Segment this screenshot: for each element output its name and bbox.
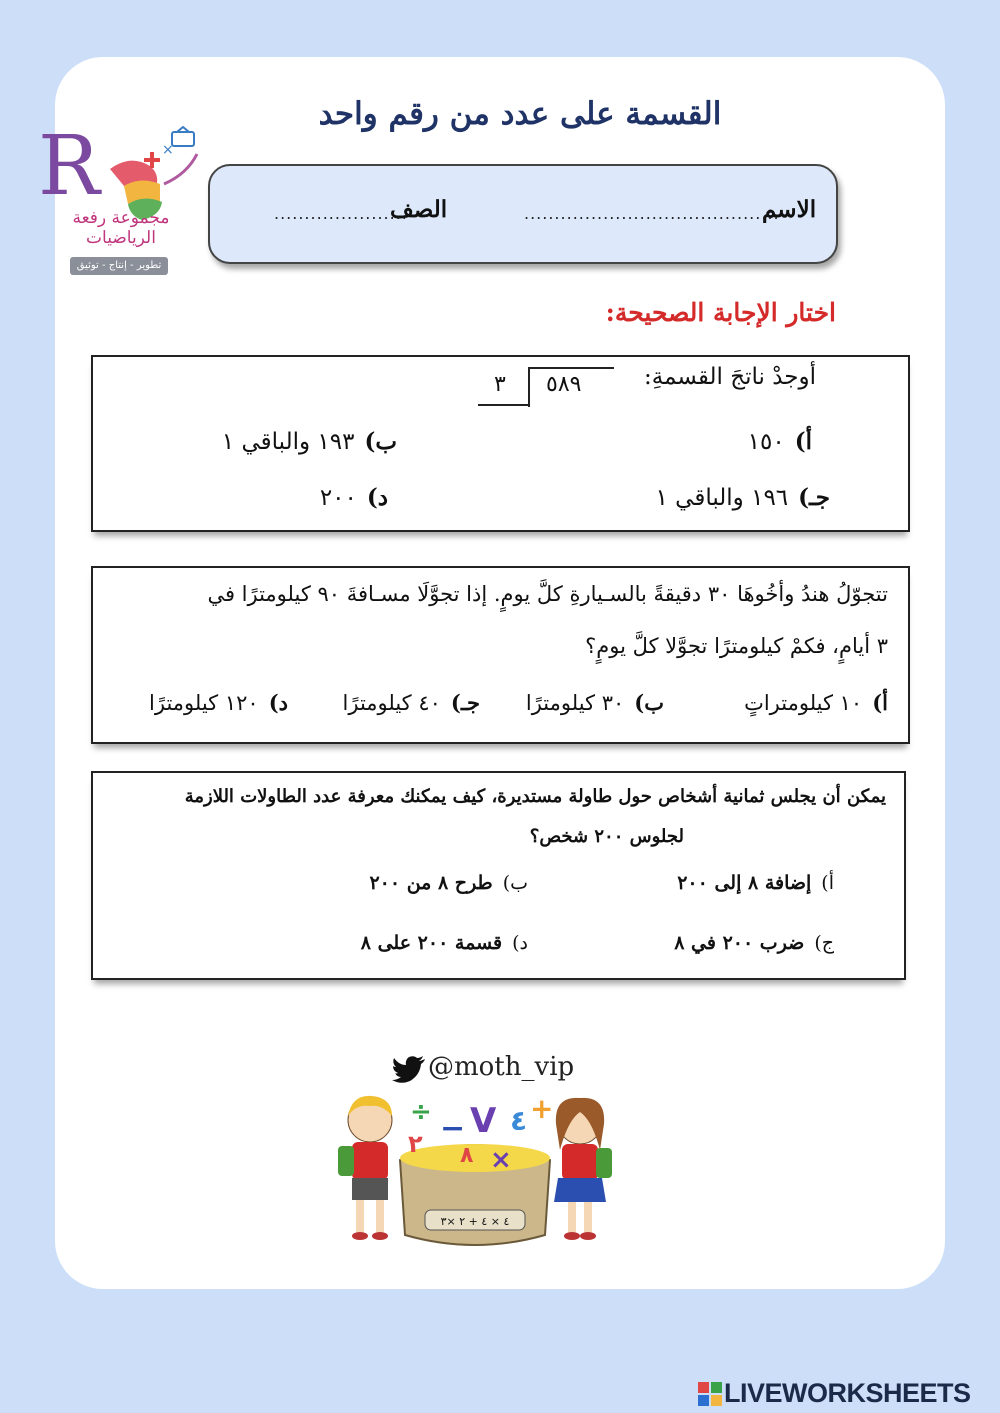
svg-text:٤: ٤ — [510, 1104, 528, 1137]
liveworksheets-brand[interactable] — [698, 1378, 998, 1408]
twitter-icon — [392, 1056, 426, 1084]
option-text: قسمة ٢٠٠ على ٨ — [360, 932, 503, 954]
q1-prompt: أوجدْ ناتجَ القسمةِ: — [644, 364, 816, 390]
q3-line-2: لجلوس ٢٠٠ شخص؟ — [529, 826, 684, 847]
name-label: الاسم — [762, 196, 817, 223]
bag-equation: ٤ × ٤ + ٢ ×٣ — [440, 1215, 510, 1228]
class-label: الصف — [390, 196, 448, 223]
q3-option-d[interactable] — [361, 932, 528, 954]
option-text: إضافة ٨ إلى ٢٠٠ — [677, 872, 812, 894]
svg-text:×: × — [490, 1145, 512, 1175]
svg-text:−: − — [440, 1111, 466, 1146]
page-title: القسمة على عدد من رقم واحد — [318, 96, 722, 132]
option-text: ١٥٠ — [747, 429, 785, 455]
option-letter: أ) — [794, 428, 812, 455]
option-text: ١٩٣ والباقي ١ — [221, 429, 355, 455]
division-underline — [478, 404, 528, 406]
q1-divisor: ٣ — [494, 372, 506, 397]
liveworksheets-text: LIVEWORKSHEETS — [724, 1378, 971, 1408]
logo-name: مجموعة رفعة الرياضيات — [72, 208, 170, 248]
q3-option-b[interactable] — [369, 872, 528, 894]
option-text: ضرب ٢٠٠ في ٨ — [674, 932, 805, 954]
q3-line-1: يمكن أن يجلس ثمانية أشخاص حول طاولة مستديرة، كيف يمكنك معرفة عدد الطاولات اللازمة — [184, 786, 886, 807]
instruction-heading: اختار الإجابة الصحيحة: — [605, 298, 836, 327]
q2-line-2: ٣ أيامٍ، فكمْ كيلومترًا تجوَّلا كلَّ يومٍ؟ — [585, 634, 888, 658]
q1-option-b[interactable] — [222, 428, 397, 455]
q3-option-c[interactable] — [674, 932, 834, 954]
option-text: ١٩٦ والباقي ١ — [655, 485, 789, 511]
option-letter: ب) — [364, 428, 397, 455]
name-field[interactable]: .......................................... — [524, 204, 780, 223]
option-letter: أ) — [821, 872, 834, 894]
q1-dividend: ٥٨٩ — [546, 372, 582, 397]
option-letter: د) — [512, 932, 528, 954]
option-text: ١٠ كيلومتراتٍ — [744, 691, 863, 715]
q3-option-a[interactable] — [677, 872, 834, 894]
option-letter: ج) — [814, 932, 834, 954]
option-letter: ب) — [502, 872, 528, 894]
q1-option-c[interactable] — [655, 484, 830, 511]
twitter-link[interactable] — [392, 1052, 592, 1088]
svg-text:٢: ٢ — [408, 1130, 423, 1158]
q1-option-a[interactable] — [748, 428, 812, 455]
svg-text:÷: ÷ — [410, 1097, 432, 1127]
option-text: ٢٠٠ — [319, 485, 357, 511]
option-letter: د) — [366, 484, 388, 511]
student-info-box — [208, 164, 838, 264]
q1-option-d[interactable] — [320, 484, 388, 511]
kids-math-illustration — [330, 1090, 620, 1250]
svg-text:V: V — [470, 1101, 497, 1141]
q2-option-d[interactable] — [149, 690, 288, 715]
class-field[interactable]: ...................... — [274, 204, 408, 223]
option-text: ٣٠ كيلومترًا — [525, 691, 625, 715]
svg-text:٨: ٨ — [460, 1143, 474, 1168]
q2-option-c[interactable] — [343, 690, 480, 715]
svg-text:×: × — [162, 142, 174, 158]
option-letter: أ) — [872, 690, 888, 715]
option-letter: جـ) — [798, 484, 830, 511]
logo-letter: R — [38, 124, 100, 214]
option-text: ١٢٠ كيلومترًا — [149, 691, 259, 715]
liveworksheets-logo-icon — [698, 1382, 722, 1406]
option-text: ٤٠ كيلومترًا — [342, 691, 441, 715]
option-text: طرح ٨ من ٢٠٠ — [369, 872, 493, 894]
twitter-handle: @moth_vip — [428, 1052, 575, 1082]
q2-line-1: تتجوّلُ هندُ وأخُوهَا ٣٠ دقيقةً بالسـيارةِ كلَّ يومٍ. إذا تجوَّلَا مسـافةَ ٩٠ كيلومترًا في — [207, 582, 888, 606]
q2-option-b[interactable] — [526, 690, 664, 715]
logo-tagline: تطوير - إنتاج - توثيق — [70, 257, 168, 275]
option-letter: جـ) — [450, 690, 480, 715]
option-letter: د) — [268, 690, 288, 715]
svg-text:+: + — [530, 1092, 554, 1125]
q2-option-a[interactable] — [744, 690, 888, 715]
logo-emblem — [32, 124, 207, 279]
option-letter: ب) — [634, 690, 664, 715]
